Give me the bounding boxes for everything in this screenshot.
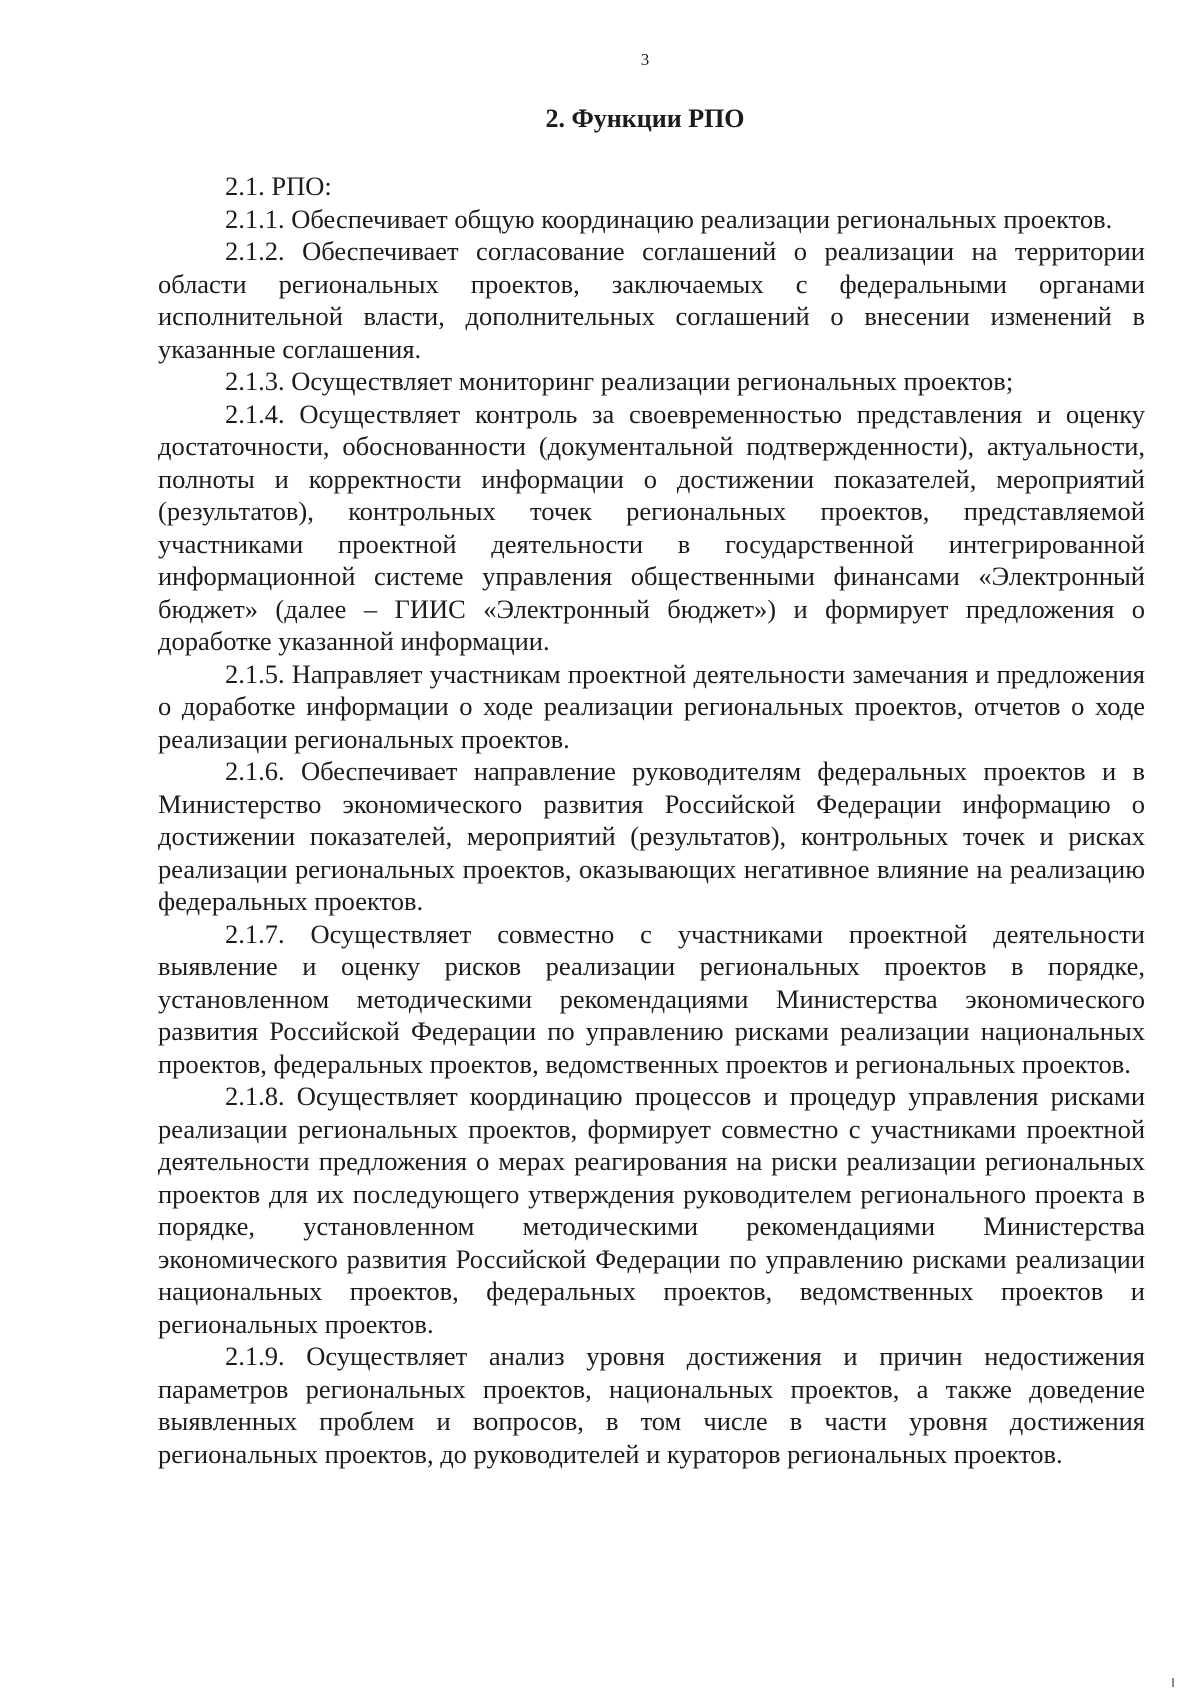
document-body [158,170,1145,1470]
paragraph-2-1-8: 2.1.8. Осуществляет координацию процессов и процедур управления рисками реализации региональных проектов, формирует совместно с участниками проектной деятельности предложения о мерах реагирования на риски реализации региональных проектов для их последующего утверждения руководителем регионального проекта в порядке, установленном методическими рекомендациями Министерства экономического развития Российской Федерации по управлению рисками реализации национальных проектов, федеральных проектов, ведомственных проектов и региональных проектов. [158,1081,1145,1339]
paragraph-2-1-9: 2.1.9. Осуществляет анализ уровня достижения и причин недостижения параметров региональных проектов, национальных проектов, а также доведение выявленных проблем и вопросов, в том числе в части уровня достижения региональных проектов, до руководителей и кураторов региональных проектов. [158,1341,1145,1469]
scan-mark [1172,1678,1174,1687]
paragraph-2-1-6: 2.1.6. Обеспечивает направление руководителям федеральных проектов и в Министерство экономического развития Российской Федерации информацию о достижении показателей, мероприятий (результатов), контрольных точек и рисках реализации региональных проектов, оказывающих негативное влияние на реализацию федеральных проектов. [158,756,1145,916]
paragraph-2-1-1: 2.1.1. Обеспечивает общую координацию реализации региональных проектов. [225,203,1113,234]
paragraph-2-1-3: 2.1.3. Осуществляет мониторинг реализации региональных проектов; [225,366,1014,396]
section-title: 2. Функции РПО [545,104,745,133]
paragraph-2-1-2: 2.1.2. Обеспечивает согласование соглашений о реализации на территории области региональных проектов, заключаемых с федеральными органами исполнительной власти, дополнительных соглашений о внесении изменений в указанные соглашения. [158,236,1145,364]
paragraph-2-1-7: 2.1.7. Осуществляет совместно с участниками проектной деятельности выявление и оценку рисков реализации региональных проектов в порядке, установленном методическими рекомендациями Министерства экономического развития Российской Федерации по управлению рисками реализации национальных проектов, федеральных проектов, ведомственных проектов и региональных проектов. [158,918,1145,1079]
paragraph-2-1-4: 2.1.4. Осуществляет контроль за своевременностью представления и оценку достаточности, обоснованности (документальной подтвержденности), актуальности, полноты и корректности информации о достижении показателей, мероприятий (результатов), контрольных точек региональных проектов, представляемой участниками проектной деятельности в государственной интегрированной информационной системе управления общественными финансами «Электронный бюджет» (далее – ГИИС «Электронный бюджет») и формирует предложения о доработке указанной информации. [158,398,1145,656]
page-number: 3 [640,50,650,69]
paragraph-2-1: 2.1. РПО: [225,171,332,201]
paragraph-2-1-5: 2.1.5. Направляет участникам проектной деятельности замечания и предложения о доработке информации о ходе реализации региональных проектов, отчетов о ходе реализации региональных проектов. [158,658,1145,754]
